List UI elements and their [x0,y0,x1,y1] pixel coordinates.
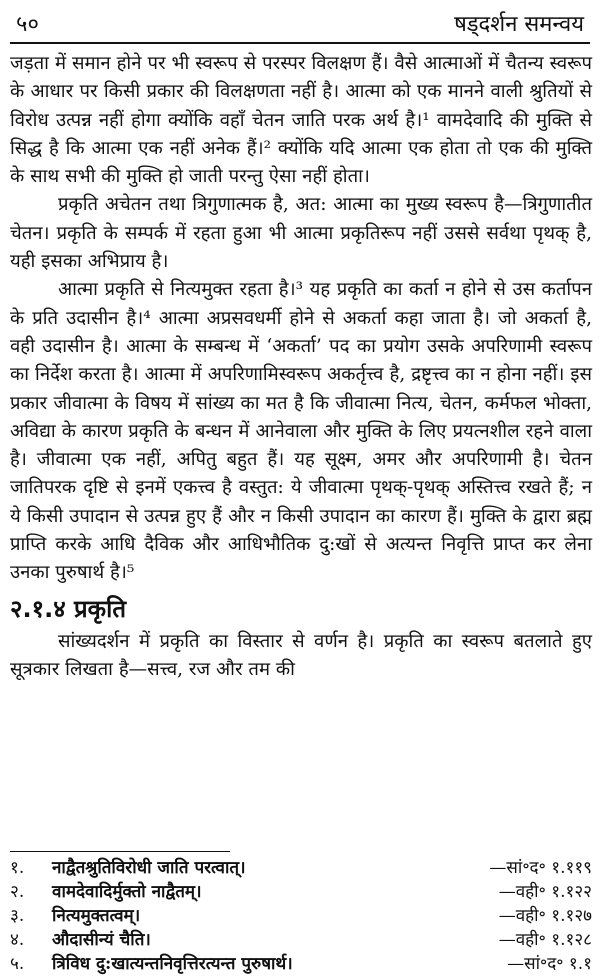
footnote-row [10,856,592,880]
footnote-source: —वही॰ १.१२२ [498,882,592,902]
footnote-text: नित्यमुक्तत्वम्। [52,906,141,926]
header-rule [10,42,590,44]
footnote-row [10,880,592,904]
footnote-row [10,928,592,952]
paragraph-2: प्रकृति अचेतन तथा त्रिगुणात्मक है, अत: आत्मा का मुख्य स्वरूप है—त्रिगुणातीत चेतन। प्रकृति के सम्पर्क में रहता हुआ भी आत्मा प्रकृतिरूप नहीं उससे सर्वथा पृथक् है, यही इसका अभिप्राय है। [10,194,592,273]
footnote-number: ४. [10,930,25,950]
running-header-title: षड्दर्शन समन्वय [454,12,584,37]
footnotes [10,856,592,976]
footnote-number: २. [10,882,25,902]
page-number: ५० [16,12,39,37]
paragraph-1: जड़ता में समान होने पर भी स्वरूप से परस्पर विलक्षण हैं। वैसे आत्माओं में चैतन्य स्वरूप के आधार पर किसी प्रकार की विलक्षणता नहीं है। आत्मा को एक मानने वाली श्रुतियों से विरोध उत्पन्न नहीं होगा क्योंकि वहाँ चेतन जाति परक अर्थ है।¹ वामदेवादि की मुक्ति से सिद्ध है कि आत्मा एक नहीं अनेक हैं।² क्योंकि यदि आत्मा एक होता तो एक की मुक्ति के साथ सभी की मुक्ति हो जाती परन्तु ऐसा नहीं होता। [10,53,592,188]
footnote-number: ५. [10,954,25,974]
footnote-row [10,952,592,976]
paragraph-3: आत्मा प्रकृति से नित्यमुक्त रहता है।³ यह प्रकृति का कर्ता न होने से उस कर्तापन के प्रति उदासीन है।⁴ आत्मा अप्रसवधर्मी होने से अकर्ता कहा जाता है। जो अकर्ता है, वही उदासीन है। आत्मा के सम्बन्ध में ‘अकर्ता’ पद का प्रयोग उसके अपरिणामी स्वरूप का निर्देश करता है। आत्मा में अपरिणामिस्वरूप अकर्तृत्त्व है, द्रष्टृत्त्व का न होना नहीं। इस प्रकार जीवात्मा के विषय में सांख्य का मत है कि जीवात्मा नित्य, चेतन, कर्मफल भोक्ता, अविद्या के कारण प्रकृति के बन्धन में आनेवाला और मुक्ति के लिए प्रयत्नशील रहने वाला है। जीवात्मा एक नहीं, अपितु बहुत हैं। यह सूक्ष्म, अमर और अपरिणामी है। चेतन जातिपरक दृष्टि से इनमें एकत्त्व है वस्तुत: ये जीवात्मा पृथक्-पृथक् अस्तित्त्व रखते हैं; न ये किसी उपादान से उत्पन्न हुए हैं और न किसी उपादान का कारण हैं। मुक्ति के द्वारा ब्रह्म प्राप्ति करके आधि दैविक और आधिभौतिक दु:खों से अत्यन्त निवृत्ति प्राप्त कर लेना उनका पुरुषार्थ है।⁵ [10,279,592,584]
footnote-source: —वही॰ १.१२७ [498,906,592,926]
footnote-rule [10,851,230,852]
footnote-source: —वही॰ १.१२८ [498,930,592,950]
main-text [10,50,592,684]
footnote-number: १. [10,858,25,878]
section-paragraph: सांख्यदर्शन में प्रकृति का विस्तार से वर्णन है। प्रकृति का स्वरूप बतलाते हुए सूत्रकार लिखता है—सत्त्व, रज और तम की [10,630,592,680]
footnote-source: —सां॰द॰ १.११९ [489,858,592,878]
footnote-source: —सां॰द॰ १.१ [507,954,592,974]
footnote-text: वामदेवादिर्मुक्तो नाद्वैतम्। [52,882,202,902]
footnote-number: ३. [10,906,25,926]
footnote-row [10,904,592,928]
section-heading: २.१.४ प्रकृति [10,594,127,623]
footnote-text: नाद्वैतश्रुतिविरोधी जाति परत्वात्। [52,858,246,878]
footnote-text: त्रिविध दु:खात्यन्तनिवृत्तिरत्यन्त पुरुषार्थ। [52,954,293,974]
footnote-text: औदासीन्यं चैति। [52,930,151,950]
